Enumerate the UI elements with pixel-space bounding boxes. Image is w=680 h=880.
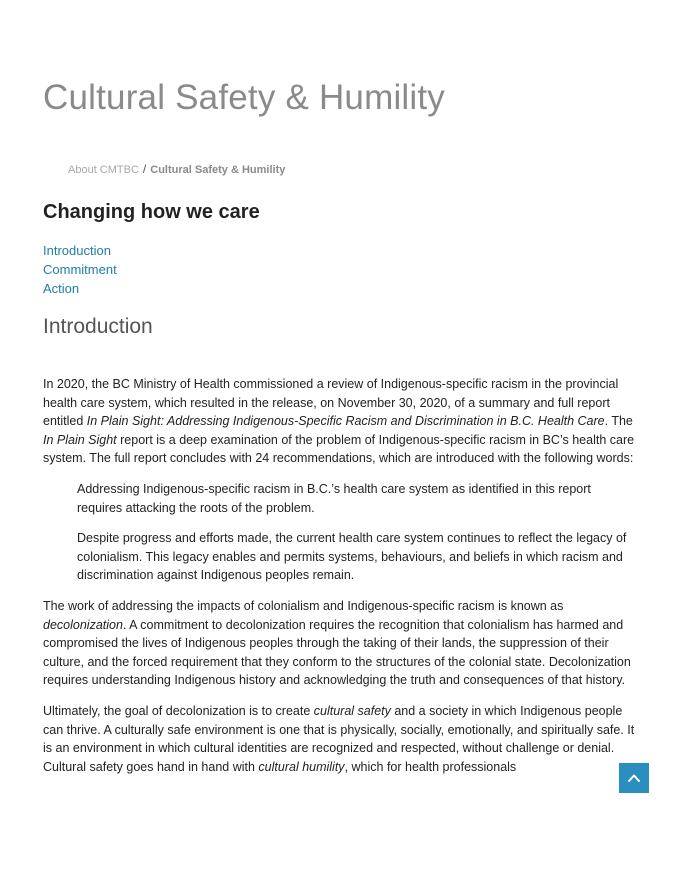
- report-title-emphasis: In Plain Sight: Addressing Indigenous-Specific Racism and Discrimination in B.C. Health Care: [86, 414, 605, 429]
- text-run: report is a deep examination of the problem of Indigenous-specific racism in BC’s health care system. The full report concludes with 24 recommendations, which are introduced with the following words:: [43, 432, 635, 466]
- page-title: Cultural Safety & Humility: [43, 78, 445, 117]
- paragraph-cultural-safety: [43, 702, 635, 776]
- table-of-contents: [43, 241, 117, 298]
- introduction-content: [43, 375, 635, 788]
- breadcrumb-link-about[interactable]: About CMTBC: [68, 164, 139, 176]
- quote-paragraph-2: Despite progress and efforts made, the current health care system continues to reflect the legacy of colonialism. This legacy enables and permits systems, behaviours, and beliefs in which racism and discrimination against Indigenous peoples remain.: [77, 531, 627, 583]
- report-quote: [77, 480, 635, 585]
- text-run: The work of addressing the impacts of colonialism and Indigenous-specific racism is known as: [43, 598, 564, 613]
- breadcrumb: [68, 162, 285, 176]
- quote-paragraph-1: Addressing Indigenous-specific racism in B.C.’s health care system as identified in this report requires attacking the roots of the problem.: [77, 481, 591, 515]
- decolonization-emphasis: decolonization: [43, 617, 123, 632]
- breadcrumb-separator: /: [142, 162, 147, 176]
- text-run: Ultimately, the goal of decolonization is to create: [43, 703, 314, 718]
- toc-link-commitment[interactable]: Commitment: [43, 262, 117, 277]
- text-run: . A commitment to decolonization requires the recognition that colonialism has harmed and compromised the lives of Indigenous peoples through the taking of their lands, the suppression of their culture, and the forced requirement that they conform to the structures of the colonial state. Decolonization requires understanding Indigenous history and acknowledging the truth and consequences of that history.: [43, 617, 631, 688]
- text-run: , which for health professionals: [344, 759, 517, 774]
- report-short-title-emphasis: In Plain Sight: [43, 432, 117, 447]
- text-run: and a society in which Indigenous people can thrive. A culturally safe environment is one that is physically, socially, emotionally, and spiritually safe. It is an environment in which cultural identities are recognized and respected, without challenge or denial. Cultural safety goes hand in hand with: [43, 703, 635, 774]
- cultural-humility-emphasis: cultural humility: [258, 759, 345, 774]
- chevron-up-icon: [627, 771, 641, 785]
- paragraph-decolonization: [43, 597, 635, 690]
- text-run: In 2020, the BC Ministry of Health commissioned a review of Indigenous-specific racism in the provincial health care system, which resulted in the release, on November 30, 2020, of a summary and full report entitled: [43, 377, 619, 429]
- toc-link-action[interactable]: Action: [43, 281, 80, 296]
- paragraph-report-intro: [43, 375, 635, 468]
- section-heading: Changing how we care: [43, 201, 260, 223]
- toc-link-introduction[interactable]: Introduction: [43, 243, 111, 258]
- introduction-heading: Introduction: [43, 315, 153, 338]
- cultural-safety-emphasis: cultural safety: [313, 703, 391, 718]
- back-to-top-button[interactable]: [619, 763, 649, 793]
- breadcrumb-current: Cultural Safety & Humility: [150, 164, 286, 176]
- text-run: . The: [604, 414, 633, 429]
